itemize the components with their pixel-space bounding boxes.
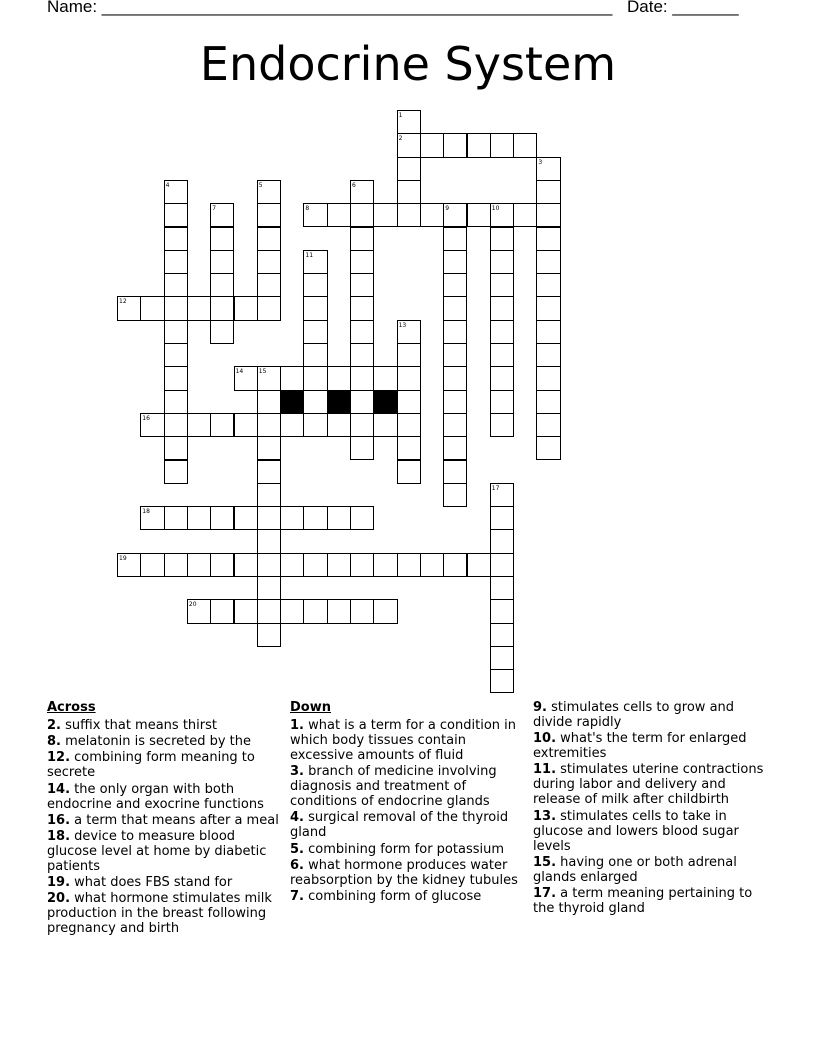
grid-cell[interactable] <box>303 250 327 274</box>
grid-cell[interactable] <box>210 227 234 251</box>
clue-number: 13 <box>398 321 407 329</box>
clue-text: suffix that means thirst <box>60 718 217 733</box>
grid-cell[interactable] <box>164 436 188 460</box>
across-clue <box>47 891 279 936</box>
grid-cell[interactable] <box>140 296 164 320</box>
grid-cell[interactable] <box>350 320 374 344</box>
grid-cell[interactable] <box>350 227 374 251</box>
clue-number: 8. <box>47 734 61 750</box>
across-clue <box>47 718 279 733</box>
clue-number: 13. <box>533 808 557 824</box>
grid-cell[interactable] <box>164 250 188 274</box>
down-clue <box>533 809 773 854</box>
down-clues-continued <box>533 700 773 917</box>
grid-cell[interactable] <box>350 343 374 367</box>
grid-cell[interactable] <box>490 296 514 320</box>
clue-number: 15 <box>258 368 267 376</box>
clue-number: 4 <box>165 181 170 189</box>
across-clue <box>47 734 279 749</box>
grid-cell[interactable] <box>187 553 211 577</box>
grid-cell[interactable] <box>350 553 374 577</box>
clue-text: stimulates cells to grow and divide rapidly <box>533 700 735 730</box>
grid-cell[interactable] <box>234 296 258 320</box>
grid-cell[interactable] <box>303 553 327 577</box>
down-clue <box>290 764 530 809</box>
grid-cell[interactable] <box>536 390 560 414</box>
clue-text: stimulates cells to take in glucose and lowers blood sugar levels <box>533 808 739 854</box>
clue-number: 19. <box>47 875 71 891</box>
clue-number: 7. <box>290 888 304 904</box>
grid-cell[interactable] <box>164 273 188 297</box>
grid-cell[interactable] <box>490 320 514 344</box>
grid-cell[interactable] <box>536 343 560 367</box>
clue-number: 15. <box>533 854 557 870</box>
across-clue <box>47 875 279 890</box>
clue-number: 11. <box>533 762 557 778</box>
grid-cell[interactable] <box>443 133 467 157</box>
grid-cell[interactable] <box>257 273 281 297</box>
grid-cell[interactable] <box>187 296 211 320</box>
clue-text: the only organ with both endocrine and exocrine functions <box>47 781 264 812</box>
grid-cell[interactable] <box>536 157 560 181</box>
grid-cell[interactable] <box>443 436 467 460</box>
grid-cell[interactable] <box>397 343 421 367</box>
grid-cell[interactable] <box>210 506 234 530</box>
clue-text: a term that means after a meal <box>70 812 279 828</box>
clue-number: 1. <box>290 718 304 733</box>
grid-cell[interactable] <box>303 599 327 623</box>
grid-cell[interactable] <box>490 646 514 670</box>
grid-cell[interactable] <box>397 157 421 181</box>
grid-cell[interactable] <box>350 296 374 320</box>
grid-cell[interactable] <box>397 413 421 437</box>
grid-cell[interactable] <box>536 250 560 274</box>
clue-text: melatonin is secreted by the <box>60 734 252 750</box>
grid-cell[interactable] <box>327 506 351 530</box>
grid-cell[interactable] <box>443 390 467 414</box>
grid-cell[interactable] <box>536 366 560 390</box>
grid-cell[interactable] <box>164 296 188 320</box>
date-field-label: Date: _______ <box>627 0 739 16</box>
clue-number: 18 <box>142 508 150 516</box>
grid-cell[interactable] <box>303 390 327 414</box>
grid-cell[interactable] <box>350 203 374 227</box>
grid-cell[interactable] <box>397 553 421 577</box>
grid-cell[interactable] <box>536 227 560 251</box>
grid-cell[interactable] <box>467 203 491 227</box>
grid-cell[interactable] <box>490 669 514 693</box>
grid-cell[interactable] <box>490 133 514 157</box>
down-clue <box>290 718 530 763</box>
grid-cell[interactable] <box>280 599 304 623</box>
grid-cell[interactable] <box>397 320 421 344</box>
grid-cell[interactable] <box>350 390 374 414</box>
grid-cell[interactable] <box>467 553 491 577</box>
grid-cell[interactable] <box>350 599 374 623</box>
clue-number: 20 <box>188 601 197 609</box>
grid-cell[interactable] <box>164 203 188 227</box>
clue-text: what does FBS stand for <box>70 875 233 891</box>
clue-number: 14 <box>235 368 244 376</box>
grid-cell[interactable] <box>280 506 304 530</box>
down-clue <box>533 886 773 916</box>
clue-text: what hormone stimulates milk production in the breast following pregnancy and birth <box>47 891 272 937</box>
grid-cell[interactable] <box>536 436 560 460</box>
grid-cell[interactable] <box>210 599 234 623</box>
down-clue <box>533 855 773 885</box>
down-clue <box>290 858 530 888</box>
grid-cell[interactable] <box>234 599 258 623</box>
grid-cell[interactable] <box>350 436 374 460</box>
black-cell <box>280 390 304 414</box>
grid-cell[interactable] <box>373 413 397 437</box>
name-field-label: Name: ______________________________________________________ <box>47 0 613 16</box>
grid-cell[interactable] <box>443 296 467 320</box>
grid-cell[interactable] <box>443 227 467 251</box>
grid-cell[interactable] <box>397 203 421 227</box>
grid-cell[interactable] <box>490 413 514 437</box>
grid-cell[interactable] <box>257 227 281 251</box>
grid-cell[interactable] <box>397 460 421 484</box>
down-clues <box>290 700 530 905</box>
grid-cell[interactable] <box>536 180 560 204</box>
grid-cell[interactable] <box>397 436 421 460</box>
clue-text: what hormone produces water reabsorption by the kidney tubules <box>290 857 518 888</box>
grid-cell[interactable] <box>420 133 444 157</box>
grid-cell[interactable] <box>187 506 211 530</box>
clue-text: surgical removal of the thyroid gland <box>290 810 509 841</box>
grid-cell[interactable] <box>490 623 514 647</box>
grid-cell[interactable] <box>257 599 281 623</box>
clue-number: 3 <box>538 158 543 166</box>
grid-cell[interactable] <box>490 483 514 507</box>
grid-cell[interactable] <box>303 413 327 437</box>
clue-number: 16 <box>142 414 150 422</box>
clue-number: 9. <box>533 700 547 715</box>
grid-cell[interactable] <box>280 553 304 577</box>
grid-cell[interactable] <box>303 203 327 227</box>
grid-cell[interactable] <box>443 320 467 344</box>
grid-cell[interactable] <box>234 506 258 530</box>
clue-text: what is a term for a condition in which body tissues contain excessive amounts of fluid <box>290 718 517 763</box>
clue-text: device to measure blood glucose level at home by diabetic patients <box>47 828 267 874</box>
grid-cell[interactable] <box>234 553 258 577</box>
grid-cell[interactable] <box>350 273 374 297</box>
clue-text: having one or both adrenal glands enlarged <box>533 854 737 885</box>
grid-cell[interactable] <box>513 133 537 157</box>
grid-cell[interactable] <box>257 436 281 460</box>
grid-cell[interactable] <box>443 203 467 227</box>
grid-cell[interactable] <box>536 273 560 297</box>
grid-cell[interactable] <box>210 296 234 320</box>
clue-number: 11 <box>305 251 314 259</box>
grid-cell[interactable] <box>257 180 281 204</box>
grid-cell[interactable] <box>257 460 281 484</box>
clue-number: 12 <box>119 298 127 306</box>
clue-text: stimulates uterine contractions during labor and delivery and release of milk after childbirth <box>533 762 764 808</box>
clue-text: what's the term for enlarged extremities <box>533 731 747 762</box>
across-heading: Across <box>47 700 96 715</box>
clue-number: 10. <box>533 731 557 747</box>
grid-cell[interactable] <box>280 413 304 437</box>
grid-cell[interactable] <box>140 506 164 530</box>
grid-cell[interactable] <box>373 553 397 577</box>
grid-cell[interactable] <box>234 413 258 437</box>
grid-cell[interactable] <box>164 506 188 530</box>
grid-cell[interactable] <box>420 553 444 577</box>
grid-cell[interactable] <box>303 506 327 530</box>
grid-cell[interactable] <box>490 506 514 530</box>
grid-cell[interactable] <box>536 296 560 320</box>
grid-cell[interactable] <box>536 320 560 344</box>
grid-cell[interactable] <box>350 180 374 204</box>
clue-number: 17 <box>491 484 500 492</box>
grid-cell[interactable] <box>443 273 467 297</box>
down-clue <box>533 731 773 761</box>
grid-cell[interactable] <box>140 413 164 437</box>
clue-number: 5. <box>290 841 304 857</box>
grid-cell[interactable] <box>257 203 281 227</box>
down-clue <box>290 810 530 840</box>
grid-cell[interactable] <box>443 366 467 390</box>
down-clue-list <box>290 718 530 904</box>
grid-cell[interactable] <box>164 320 188 344</box>
across-clue-list <box>47 718 279 936</box>
grid-cell[interactable] <box>443 413 467 437</box>
grid-cell[interactable] <box>443 553 467 577</box>
clue-number: 18. <box>47 828 71 844</box>
grid-cell[interactable] <box>350 366 374 390</box>
across-clue <box>47 782 279 812</box>
grid-cell[interactable] <box>164 366 188 390</box>
clue-number: 16. <box>47 812 71 828</box>
grid-cell[interactable] <box>164 553 188 577</box>
grid-cell[interactable] <box>257 576 281 600</box>
clue-number: 1 <box>398 112 403 119</box>
grid-cell[interactable] <box>210 273 234 297</box>
grid-cell[interactable] <box>350 506 374 530</box>
grid-cell[interactable] <box>210 413 234 437</box>
grid-cell[interactable] <box>443 250 467 274</box>
page-title: Endocrine System <box>199 37 617 91</box>
grid-cell[interactable] <box>303 343 327 367</box>
clue-number: 2. <box>47 718 61 733</box>
grid-cell[interactable] <box>303 320 327 344</box>
clue-number: 5 <box>258 181 263 189</box>
down-clue <box>290 889 530 904</box>
grid-cell[interactable] <box>513 203 537 227</box>
grid-cell[interactable] <box>187 599 211 623</box>
grid-cell[interactable] <box>257 250 281 274</box>
grid-cell[interactable] <box>490 343 514 367</box>
across-clue <box>47 813 279 828</box>
grid-cell[interactable] <box>164 390 188 414</box>
grid-cell[interactable] <box>490 366 514 390</box>
clue-number: 6. <box>290 857 304 873</box>
grid-cell[interactable] <box>257 366 281 390</box>
grid-cell[interactable] <box>117 553 141 577</box>
clue-number: 2 <box>398 135 403 143</box>
clue-number: 3. <box>290 764 304 780</box>
grid-cell[interactable] <box>164 180 188 204</box>
grid-cell[interactable] <box>373 203 397 227</box>
grid-cell[interactable] <box>210 553 234 577</box>
grid-cell[interactable] <box>536 413 560 437</box>
grid-cell[interactable] <box>327 366 351 390</box>
grid-cell[interactable] <box>164 460 188 484</box>
grid-cell[interactable] <box>490 529 514 553</box>
grid-cell[interactable] <box>443 483 467 507</box>
clue-number: 10 <box>491 205 500 213</box>
clue-number: 6 <box>352 181 356 189</box>
clue-number: 17. <box>533 885 557 901</box>
clue-text: combining form for potassium <box>303 841 504 857</box>
grid-cell[interactable] <box>350 250 374 274</box>
grid-cell[interactable] <box>327 553 351 577</box>
clue-text: combining form meaning to secrete <box>47 750 255 781</box>
grid-cell[interactable] <box>164 227 188 251</box>
grid-cell[interactable] <box>280 366 304 390</box>
clue-number: 12. <box>47 750 71 766</box>
across-clue <box>47 829 279 874</box>
grid-cell[interactable] <box>164 413 188 437</box>
grid-cell[interactable] <box>257 296 281 320</box>
down-clue <box>290 842 530 857</box>
grid-cell[interactable] <box>420 203 444 227</box>
grid-cell[interactable] <box>373 366 397 390</box>
grid-cell[interactable] <box>467 133 491 157</box>
across-clue <box>47 750 279 780</box>
grid-cell[interactable] <box>490 203 514 227</box>
black-cell <box>373 390 397 414</box>
down-heading: Down <box>290 700 331 715</box>
grid-cell[interactable] <box>397 133 421 157</box>
grid-cell[interactable] <box>257 483 281 507</box>
grid-cell[interactable] <box>490 227 514 251</box>
grid-cell[interactable] <box>490 576 514 600</box>
clue-number: 8 <box>305 205 310 213</box>
grid-cell[interactable] <box>234 366 258 390</box>
grid-cell[interactable] <box>257 390 281 414</box>
grid-cell[interactable] <box>210 203 234 227</box>
grid-cell[interactable] <box>257 506 281 530</box>
down-clue-list-continued <box>533 700 773 916</box>
grid-cell[interactable] <box>117 296 141 320</box>
clue-text: branch of medicine involving diagnosis and treatment of conditions of endocrine glands <box>290 764 497 810</box>
grid-cell[interactable] <box>397 180 421 204</box>
grid-cell[interactable] <box>303 273 327 297</box>
grid-cell[interactable] <box>303 366 327 390</box>
clue-text: a term meaning pertaining to the thyroid gland <box>533 885 753 916</box>
across-clues <box>47 700 279 938</box>
clue-number: 4. <box>290 810 304 826</box>
grid-cell[interactable] <box>210 320 234 344</box>
grid-cell[interactable] <box>490 553 514 577</box>
grid-cell[interactable] <box>210 250 234 274</box>
grid-cell[interactable] <box>443 460 467 484</box>
grid-cell[interactable] <box>257 623 281 647</box>
grid-cell[interactable] <box>373 599 397 623</box>
grid-cell[interactable] <box>350 413 374 437</box>
clue-number: 14. <box>47 781 71 797</box>
grid-cell[interactable] <box>490 250 514 274</box>
grid-cell[interactable] <box>397 390 421 414</box>
grid-cell[interactable] <box>443 343 467 367</box>
grid-cell[interactable] <box>257 529 281 553</box>
grid-cell[interactable] <box>397 110 421 134</box>
clue-number: 7 <box>212 205 217 213</box>
grid-cell[interactable] <box>327 413 351 437</box>
grid-cell[interactable] <box>490 390 514 414</box>
grid-cell[interactable] <box>303 296 327 320</box>
grid-cell[interactable] <box>327 203 351 227</box>
black-cell <box>327 390 351 414</box>
grid-cell[interactable] <box>490 273 514 297</box>
grid-cell[interactable] <box>187 413 211 437</box>
grid-cell[interactable] <box>490 599 514 623</box>
down-clue <box>533 700 773 730</box>
clue-number: 20. <box>47 891 71 907</box>
grid-cell[interactable] <box>536 203 560 227</box>
grid-cell[interactable] <box>140 553 164 577</box>
grid-cell[interactable] <box>257 553 281 577</box>
grid-cell[interactable] <box>257 413 281 437</box>
down-clue <box>533 762 773 807</box>
clue-number: 9 <box>445 205 450 213</box>
grid-cell[interactable] <box>397 366 421 390</box>
clue-text: combining form of glucose <box>303 888 482 904</box>
clue-number: 19 <box>119 554 127 562</box>
grid-cell[interactable] <box>164 343 188 367</box>
grid-cell[interactable] <box>327 599 351 623</box>
